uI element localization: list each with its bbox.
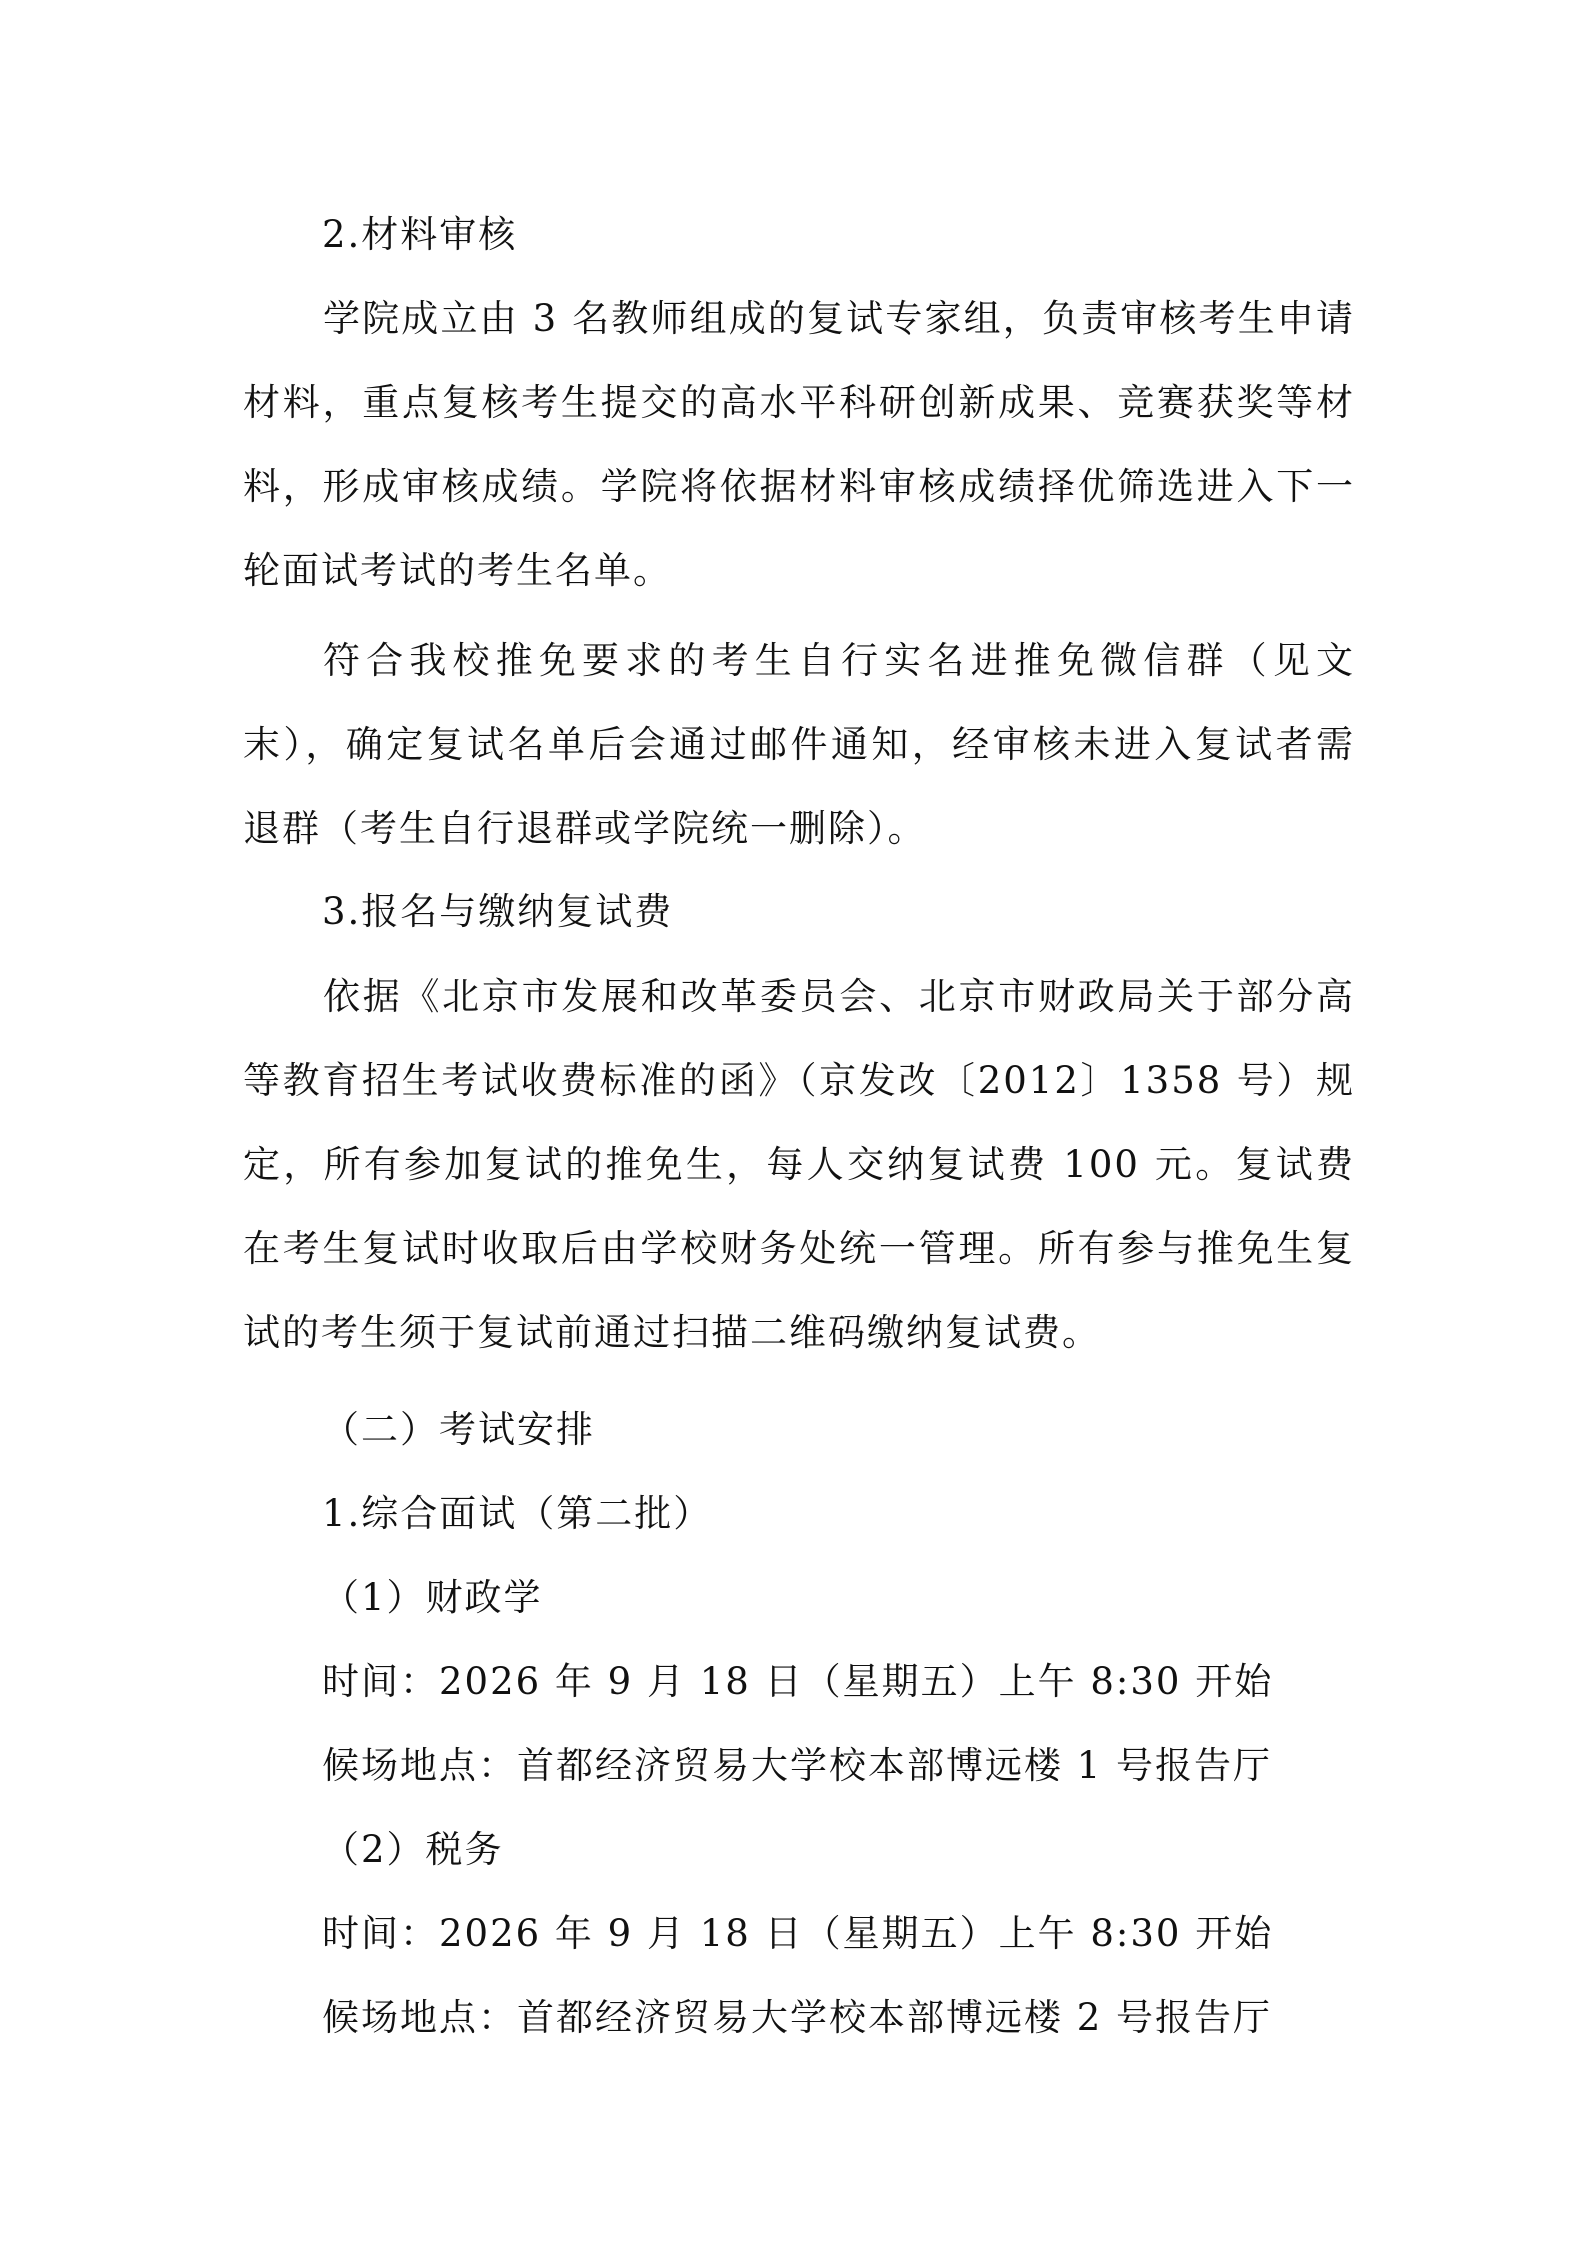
registration-fee-paragraph: 依据《北京市发展和改革委员会、北京市财政局关于部分高等教育招生考试收费标准的函》（京发改〔2012〕1358 号）规定，所有参加复试的推免生，每人交纳复试费 100 元。复试费在考生复试时收取后由学校财务处统一管理。所有参与推免生复试的考生须于复试前通过扫描二维码缴纳复试费。: [243, 975, 1355, 1354]
session-label-public-finance: （1）财政学: [322, 1576, 543, 1619]
session-time-public-finance: 时间：2026 年 9 月 18 日（星期五）上午 8:30 开始: [322, 1660, 1274, 1703]
exam-arrangement-heading: （二）考试安排: [322, 1408, 595, 1451]
session-place-taxation: 候场地点：首都经济贸易大学校本部博远楼 2 号报告厅: [322, 1996, 1273, 2039]
material-review-paragraph: 学院成立由 3 名教师组成的复试专家组，负责审核考生申请材料，重点复核考生提交的高水平科研创新成果、竞赛获奖等材料，形成审核成绩。学院将依据材料审核成绩择优筛选进入下一轮面试考试的考生名单。: [243, 297, 1355, 592]
session-place-public-finance: 候场地点：首都经济贸易大学校本部博远楼 1 号报告厅: [322, 1744, 1273, 1787]
session-label-taxation: （2）税务: [322, 1828, 504, 1871]
session-time-taxation: 时间：2026 年 9 月 18 日（星期五）上午 8:30 开始: [322, 1912, 1274, 1955]
wechat-group-paragraph: 符合我校推免要求的考生自行实名进推免微信群（见文末），确定复试名单后会通过邮件通知，经审核未进入复试者需退群（考生自行退群或学院统一删除）。: [243, 639, 1355, 850]
section-heading-material-review: 2.材料审核: [322, 213, 518, 256]
interview-heading: 1.综合面试（第二批）: [322, 1492, 713, 1535]
section-heading-registration-fee: 3.报名与缴纳复试费: [322, 890, 674, 933]
